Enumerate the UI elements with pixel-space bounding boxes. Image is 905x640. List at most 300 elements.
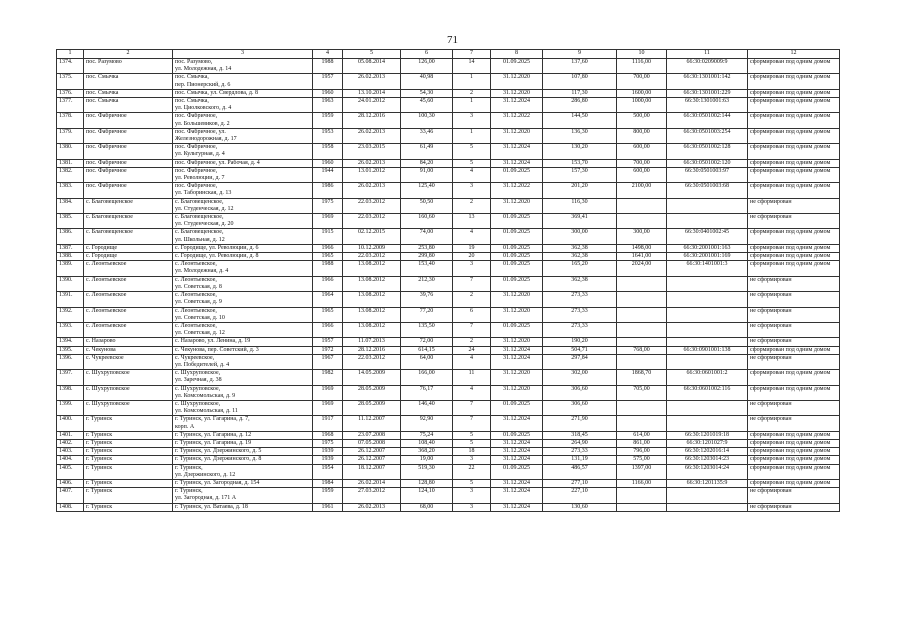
table-row <box>57 128 840 143</box>
table-cell: 01.09.2025 <box>491 253 543 261</box>
table-cell: 61,49 <box>401 144 453 159</box>
table-cell: 1917 <box>313 416 343 431</box>
table-cell: 273,33 <box>543 292 617 307</box>
table-row <box>57 456 840 464</box>
table-cell: 01.09.2025 <box>491 464 543 479</box>
table-cell: сформирован под одним домом <box>748 89 840 97</box>
table-cell: 4 <box>453 385 491 400</box>
table-cell: 66:30:1401001:3 <box>667 261 748 276</box>
table-cell: 26.12.2007 <box>343 448 401 456</box>
table-cell: 800,00 <box>617 128 667 143</box>
table-cell: 362,38 <box>543 276 617 291</box>
table-cell: 1000,00 <box>617 98 667 113</box>
table-cell: 31.12.2020 <box>491 128 543 143</box>
table-cell: 01.09.2025 <box>491 276 543 291</box>
table-cell: 1965 <box>313 253 343 261</box>
table-cell: сформирован под одним домом <box>748 59 840 74</box>
table-cell: с. Городище, ул. Революции, д. 8 <box>173 253 313 261</box>
table-cell: г. Туринск <box>84 503 173 511</box>
table-cell: 600,00 <box>617 144 667 159</box>
table-cell: 369,41 <box>543 214 617 229</box>
table-cell: с. Городище, ул. Революции, д. 6 <box>173 244 313 252</box>
table-row <box>57 431 840 439</box>
table-cell: 5 <box>453 159 491 167</box>
table-cell: 273,33 <box>543 322 617 337</box>
table-cell: сформирован под одним домом <box>748 439 840 447</box>
table-cell: 5 <box>453 144 491 159</box>
table-cell: 1390. <box>57 276 84 291</box>
table-cell: 1166,00 <box>617 479 667 487</box>
table-cell: пос. Разумово <box>84 59 173 74</box>
table-cell: пос. Фабричное <box>84 167 173 182</box>
table-cell: 1959 <box>313 488 343 503</box>
table-cell: 861,00 <box>617 439 667 447</box>
table-cell: 66:30:0401002:45 <box>667 229 748 244</box>
table-cell: 1964 <box>313 292 343 307</box>
table-body <box>57 59 840 512</box>
table-cell: 01.09.2025 <box>491 59 543 74</box>
table-cell: 13.08.2012 <box>343 261 401 276</box>
table-cell: 1968 <box>313 431 343 439</box>
table-cell: 68,00 <box>401 503 453 511</box>
table-cell: 1957 <box>313 74 343 89</box>
table-cell: пос. Фабричное <box>84 113 173 128</box>
table-cell: с. Шухруповское <box>84 370 173 385</box>
table-cell: 66:30:0209009:9 <box>667 59 748 74</box>
table-cell: 13.08.2012 <box>343 276 401 291</box>
table-cell: сформирован под одним домом <box>748 229 840 244</box>
table-cell: пос. Фабричное, ул. Революции, д. 7 <box>173 167 313 182</box>
table-cell: 137,60 <box>543 59 617 74</box>
column-header: 4 <box>313 50 343 59</box>
table-cell <box>617 416 667 431</box>
table-row <box>57 448 840 456</box>
table-cell: 26.02.2013 <box>343 159 401 167</box>
table-cell: г. Туринск, ул. Ватаева, д. 18 <box>173 503 313 511</box>
table-cell <box>667 322 748 337</box>
table-cell: 66:30:1203014:23 <box>667 456 748 464</box>
table-cell: 76,17 <box>401 385 453 400</box>
table-cell: 4 <box>453 354 491 369</box>
table-cell: 1969 <box>313 385 343 400</box>
table-cell: 01.09.2025 <box>491 229 543 244</box>
table-cell: 31.12.2024 <box>491 346 543 354</box>
table-cell: 1395. <box>57 346 84 354</box>
table-cell: 1982 <box>313 370 343 385</box>
table-row <box>57 488 840 503</box>
column-header: 6 <box>401 50 453 59</box>
table-cell: 66:30:0501003:254 <box>667 128 748 143</box>
table-cell: не сформирован <box>748 276 840 291</box>
table-cell: 31.12.2024 <box>491 159 543 167</box>
table-cell: 1400. <box>57 416 84 431</box>
table-cell: 253,80 <box>401 244 453 252</box>
table-cell: г. Туринск, ул. Гагарина, д. 7, корп. А <box>173 416 313 431</box>
table-cell: 1408. <box>57 503 84 511</box>
table-cell: 273,33 <box>543 448 617 456</box>
table-cell: 26.02.2014 <box>343 479 401 487</box>
table-cell: 66:30:2001001:169 <box>667 253 748 261</box>
table-cell: 11 <box>453 370 491 385</box>
column-header: 9 <box>543 50 617 59</box>
table-cell: 66:30:0501003:68 <box>667 183 748 198</box>
table-row <box>57 338 840 346</box>
table-row <box>57 370 840 385</box>
table-cell: 130,20 <box>543 144 617 159</box>
table-cell: 39,76 <box>401 292 453 307</box>
table-cell: 286,80 <box>543 98 617 113</box>
table-cell: 1405. <box>57 464 84 479</box>
table-cell: 117,30 <box>543 89 617 97</box>
table-cell: 64,00 <box>401 354 453 369</box>
table-cell <box>617 214 667 229</box>
column-header: 12 <box>748 50 840 59</box>
table-cell: 1958 <box>313 144 343 159</box>
table-cell: с. Леонтьевское <box>84 261 173 276</box>
table-cell: 50,50 <box>401 198 453 213</box>
table-cell: 136,30 <box>543 128 617 143</box>
table-cell: 1406. <box>57 479 84 487</box>
table-cell: не сформирован <box>748 338 840 346</box>
table-cell: 02.12.2015 <box>343 229 401 244</box>
table-cell: г. Туринск, ул. Гагарина, д. 19 <box>173 439 313 447</box>
table-cell: 11.07.2013 <box>343 338 401 346</box>
table-cell: 18.12.2007 <box>343 464 401 479</box>
table-cell: 31.12.2024 <box>491 98 543 113</box>
table-cell: 01.09.2025 <box>491 261 543 276</box>
table-cell: 84,20 <box>401 159 453 167</box>
table-cell: 13.08.2012 <box>343 307 401 322</box>
table-cell: 66:30:2001001:163 <box>667 244 748 252</box>
table-cell: 126,00 <box>401 59 453 74</box>
table-cell: с. Шухруповское, ул. Заречная, д. 38 <box>173 370 313 385</box>
table-row <box>57 439 840 447</box>
table-cell: 91,00 <box>401 167 453 182</box>
table-cell: не сформирован <box>748 503 840 511</box>
table-cell: 22.03.2012 <box>343 354 401 369</box>
table-cell: г. Туринск <box>84 479 173 487</box>
table-cell: 5 <box>453 479 491 487</box>
table-cell: пос. Фабричное <box>84 128 173 143</box>
table-cell: 1498,00 <box>617 244 667 252</box>
table-cell: 108,40 <box>401 439 453 447</box>
table-cell: с. Шухруповское <box>84 400 173 415</box>
table-cell: 614,15 <box>401 346 453 354</box>
table-cell: г. Туринск <box>84 448 173 456</box>
table-cell: 100,30 <box>401 113 453 128</box>
table-cell: 66:30:0501002:144 <box>667 113 748 128</box>
table-cell: 705,00 <box>617 385 667 400</box>
table-cell: 273,33 <box>543 307 617 322</box>
table-cell: 1641,00 <box>617 253 667 261</box>
table-cell: пос. Разумово, ул. Молодежная, д. 14 <box>173 59 313 74</box>
table-cell: 131,19 <box>543 456 617 464</box>
table-cell: пос. Фабричное <box>84 159 173 167</box>
table-row <box>57 479 840 487</box>
table-row <box>57 464 840 479</box>
table-cell <box>617 503 667 511</box>
table-cell: 74,00 <box>401 229 453 244</box>
table-row <box>57 214 840 229</box>
table-cell: 72,00 <box>401 338 453 346</box>
table-cell: с. Чекунова, пер. Советский, д. 3 <box>173 346 313 354</box>
table-cell: не сформирован <box>748 354 840 369</box>
header-row <box>57 50 840 59</box>
table-cell: 368,20 <box>401 448 453 456</box>
table-cell: не сформирован <box>748 400 840 415</box>
table-cell: пос. Смычка <box>84 74 173 89</box>
table-cell: 1972 <box>313 346 343 354</box>
table-row <box>57 292 840 307</box>
table-cell: 1402. <box>57 439 84 447</box>
table-cell: 1966 <box>313 276 343 291</box>
table-cell: 1399. <box>57 400 84 415</box>
table-cell: 1600,00 <box>617 89 667 97</box>
table-cell: 4 <box>453 229 491 244</box>
table-cell: с. Благовещенское, ул. Школьная, д. 12 <box>173 229 313 244</box>
table-cell: г. Туринск, ул. Загородная, д. 154 <box>173 479 313 487</box>
table-cell: 1116,00 <box>617 59 667 74</box>
table-cell: 31.12.2024 <box>491 479 543 487</box>
table-cell: 1394. <box>57 338 84 346</box>
table-cell <box>667 307 748 322</box>
table-cell: 1915 <box>313 229 343 244</box>
table-cell: 20 <box>453 253 491 261</box>
table-cell: 1397. <box>57 370 84 385</box>
table-cell: с. Леонтьевское <box>84 307 173 322</box>
table-cell: 1407. <box>57 488 84 503</box>
table-cell: 31.12.2024 <box>491 503 543 511</box>
table-row <box>57 400 840 415</box>
table-cell: 66:30:1301001:63 <box>667 98 748 113</box>
table-cell: 768,00 <box>617 346 667 354</box>
table-cell: с. Благовещенское <box>84 198 173 213</box>
table-cell: 144,50 <box>543 113 617 128</box>
table-cell: г. Туринск <box>84 431 173 439</box>
table-cell: 1960 <box>313 159 343 167</box>
table-cell: 66:30:0901001:138 <box>667 346 748 354</box>
table-row <box>57 59 840 74</box>
table-cell: 19 <box>453 244 491 252</box>
table-cell: 116,30 <box>543 198 617 213</box>
table-cell <box>617 198 667 213</box>
table-row <box>57 198 840 213</box>
table-cell: 1966 <box>313 322 343 337</box>
table-cell: с. Леонтьевское, ул. Советская, д. 9 <box>173 292 313 307</box>
table-cell: 13.08.2012 <box>343 322 401 337</box>
table-cell: сформирован под одним домом <box>748 261 840 276</box>
table-cell: сформирован под одним домом <box>748 456 840 464</box>
table-cell: пос. Смычка <box>84 89 173 97</box>
table-row <box>57 307 840 322</box>
table-cell: 31.12.2020 <box>491 385 543 400</box>
table-cell: 19,00 <box>401 456 453 464</box>
table-cell: 7 <box>453 416 491 431</box>
table-cell: 77,20 <box>401 307 453 322</box>
table-cell <box>667 400 748 415</box>
table-cell: 1403. <box>57 448 84 456</box>
table-cell: 31.12.2024 <box>491 488 543 503</box>
table-cell: 700,00 <box>617 159 667 167</box>
table-cell: пос. Фабричное, ул. Таборинская, д. 13 <box>173 183 313 198</box>
table-cell: 2 <box>453 89 491 97</box>
table-cell: 66:30:0601001:2 <box>667 370 748 385</box>
table-cell: 40,98 <box>401 74 453 89</box>
table-cell: 1397,00 <box>617 464 667 479</box>
table-row <box>57 261 840 276</box>
table-cell: не сформирован <box>748 214 840 229</box>
table-cell: 300,00 <box>617 229 667 244</box>
table-cell: 362,38 <box>543 253 617 261</box>
table-cell: г. Туринск, ул. Гагарина, д. 12 <box>173 431 313 439</box>
table-cell: 31.12.2024 <box>491 456 543 464</box>
table-cell: пос. Фабричное, ул. Железнодорожная, д. 17 <box>173 128 313 143</box>
table-cell: с. Чукреевское, ул. Победителей, д. 4 <box>173 354 313 369</box>
table-cell: 31.12.2020 <box>491 370 543 385</box>
column-header: 2 <box>84 50 173 59</box>
table-cell: сформирован под одним домом <box>748 448 840 456</box>
table-cell <box>667 292 748 307</box>
table-cell: 125,40 <box>401 183 453 198</box>
table-cell: 1404. <box>57 456 84 464</box>
table-cell: 1374. <box>57 59 84 74</box>
table-cell: с. Леонтьевское <box>84 276 173 291</box>
table-cell: не сформирован <box>748 292 840 307</box>
table-cell: г. Туринск, ул. Дзержинского, д. 8 <box>173 456 313 464</box>
table-cell: 31.12.2020 <box>491 89 543 97</box>
table-cell: 7 <box>453 400 491 415</box>
table-cell: пос. Смычка, ул. Циолковского, д. 4 <box>173 98 313 113</box>
table-cell: 157,30 <box>543 167 617 182</box>
table-cell: 362,38 <box>543 244 617 252</box>
table-cell: 26.12.2007 <box>343 456 401 464</box>
table-cell: 1960 <box>313 89 343 97</box>
table-cell: 1954 <box>313 464 343 479</box>
table-cell: с. Шухруповское <box>84 385 173 400</box>
table-cell: 1398. <box>57 385 84 400</box>
table-cell: 1961 <box>313 503 343 511</box>
table-cell: с. Леонтьевское, ул. Молодежная, д. 4 <box>173 261 313 276</box>
table-cell: не сформирован <box>748 322 840 337</box>
table-cell: 01.09.2025 <box>491 244 543 252</box>
table-cell: 22.03.2012 <box>343 198 401 213</box>
table-cell: 66:30:0601002:116 <box>667 385 748 400</box>
table-cell: сформирован под одним домом <box>748 98 840 113</box>
table-cell: 1379. <box>57 128 84 143</box>
table-cell: 31.12.2020 <box>491 292 543 307</box>
table-row <box>57 113 840 128</box>
table-cell: 13.08.2012 <box>343 292 401 307</box>
table-row <box>57 503 840 511</box>
table-cell: 1986 <box>313 183 343 198</box>
table-cell: 66:30:0501003:97 <box>667 167 748 182</box>
column-header: 8 <box>491 50 543 59</box>
table-cell: 1969 <box>313 400 343 415</box>
table-cell: г. Туринск <box>84 439 173 447</box>
table-cell: 1380. <box>57 144 84 159</box>
table-cell: 201,20 <box>543 183 617 198</box>
table-cell: 700,00 <box>617 74 667 89</box>
table-cell: 271,90 <box>543 416 617 431</box>
table-cell: не сформирован <box>748 198 840 213</box>
table-cell: 26.02.2013 <box>343 183 401 198</box>
table-cell: 1387. <box>57 244 84 252</box>
table-cell: 1385. <box>57 214 84 229</box>
table-cell: 5 <box>453 439 491 447</box>
table-cell: 1393. <box>57 322 84 337</box>
table-cell: с. Леонтьевское, ул. Советская, д. 10 <box>173 307 313 322</box>
table-cell: 23.07.2008 <box>343 431 401 439</box>
table-cell: 2 <box>453 338 491 346</box>
table-cell: сформирован под одним домом <box>748 167 840 182</box>
table-cell: 01.09.2025 <box>491 214 543 229</box>
table-cell: 7 <box>453 322 491 337</box>
table-cell: 1388. <box>57 253 84 261</box>
table-cell: 22.03.2012 <box>343 253 401 261</box>
table-cell: 1944 <box>313 167 343 182</box>
table-cell: сформирован под одним домом <box>748 144 840 159</box>
table-cell: сформирован под одним домом <box>748 183 840 198</box>
table-cell: 66:30:1301001:142 <box>667 74 748 89</box>
table-cell: 01.09.2025 <box>491 400 543 415</box>
table-cell: 2 <box>453 292 491 307</box>
table-cell: пос. Фабричное, ул. Большевиков, д. 2 <box>173 113 313 128</box>
table-cell: пос. Фабричное <box>84 183 173 198</box>
table-cell: сформирован под одним домом <box>748 253 840 261</box>
table-cell: 1988 <box>313 59 343 74</box>
table-cell <box>617 400 667 415</box>
table-cell: пос. Смычка <box>84 98 173 113</box>
table-cell: пос. Фабричное, ул. Культурная, д. 4 <box>173 144 313 159</box>
table-cell: 28.12.2016 <box>343 346 401 354</box>
table-cell: пос. Смычка, пер. Пионерский, д. 6 <box>173 74 313 89</box>
table-cell: 05.08.2014 <box>343 59 401 74</box>
table-cell: 31.12.2020 <box>491 307 543 322</box>
table-cell: 11.12.2007 <box>343 416 401 431</box>
table-cell: 66:30:0501002:120 <box>667 159 748 167</box>
table-cell <box>617 338 667 346</box>
table-cell: 306,60 <box>543 385 617 400</box>
table-cell: 486,57 <box>543 464 617 479</box>
table-cell: 66:30:1201019:18 <box>667 431 748 439</box>
table-cell: 297,84 <box>543 354 617 369</box>
table-cell: 1959 <box>313 113 343 128</box>
table-row <box>57 89 840 97</box>
table-cell <box>667 488 748 503</box>
table-cell: с. Благовещенское <box>84 229 173 244</box>
table-cell: 13.01.2012 <box>343 167 401 182</box>
table-cell: 1939 <box>313 448 343 456</box>
table-cell: с. Чекунова <box>84 346 173 354</box>
table-cell: 31.12.2024 <box>491 144 543 159</box>
table-cell <box>617 322 667 337</box>
table-cell: с. Леонтьевское, ул. Советская, д. 8 <box>173 276 313 291</box>
table-cell: 318,45 <box>543 431 617 439</box>
table-cell: 1 <box>453 74 491 89</box>
table-cell: 22.03.2012 <box>343 214 401 229</box>
table-cell: 66:30:1301001:229 <box>667 89 748 97</box>
table-cell: 1391. <box>57 292 84 307</box>
table-cell: 31.12.2022 <box>491 183 543 198</box>
table-cell: 2024,00 <box>617 261 667 276</box>
table-cell: 45,60 <box>401 98 453 113</box>
table-cell: 2 <box>453 198 491 213</box>
table-cell: 01.09.2025 <box>491 167 543 182</box>
table-cell: 13.10.2014 <box>343 89 401 97</box>
table-cell: с. Леонтьевское <box>84 322 173 337</box>
table-cell <box>667 338 748 346</box>
column-header: 5 <box>343 50 401 59</box>
